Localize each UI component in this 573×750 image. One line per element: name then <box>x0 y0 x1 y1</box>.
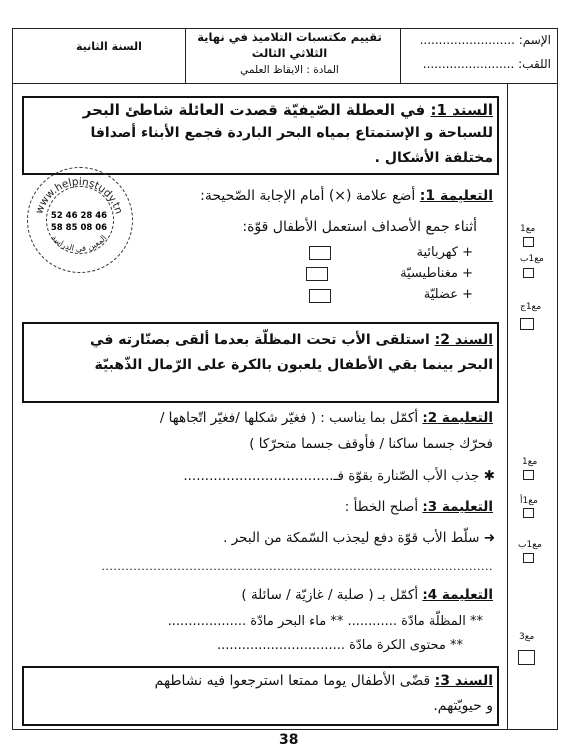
exam-title-2: الثلاثي الثالث <box>251 46 328 60</box>
task2-line1-text: أكمّل بما يناسب : ( فغيّر شكلها /فغيّر اتّجاهها / <box>159 410 419 426</box>
sanad3-line1: قضّى الأطفال يوما ممتعا استرجعوا فيه نشاطهم <box>154 673 431 689</box>
stamp-site: www.helpinstudy.tn <box>33 175 125 216</box>
sanad3-label: السند 3: <box>434 673 493 689</box>
task3-instruction-text: أصلح الخطأ : <box>344 499 419 515</box>
criteria-label-3: مع3 <box>519 632 535 642</box>
sanad2-text-1 <box>90 332 493 348</box>
task3-answer-line[interactable]: .................................................................................................. <box>101 560 493 573</box>
criteria-label-1c: مع1ج <box>520 302 542 312</box>
criteria-column-divider <box>507 84 508 730</box>
bullet-icon: + <box>462 245 473 260</box>
criteria-box-1a[interactable] <box>523 237 534 247</box>
stamp-motto: المعين في الدراسة <box>49 233 109 254</box>
task4-line2[interactable]: ** محتوى الكرة مادّة ............................... <box>216 638 463 653</box>
task2-answer-text[interactable]: جذب الأب الصّنارة بقوّة فـ................................... <box>183 468 480 484</box>
task1-instruction-text: أضع علامة (×) أمام الإجابة الصّحيحة: <box>200 188 416 204</box>
sanad2-line2: البحر بينما بقي الأطفال يلعبون بالكرة على الرّمال الذّهبيّة <box>94 357 493 373</box>
task3-instruction <box>345 499 493 515</box>
criteria-box-1c[interactable] <box>520 318 534 330</box>
criteria-box-2a[interactable] <box>523 470 534 480</box>
sanad3-text-1 <box>155 673 493 689</box>
sanad3-line2: و حيويّتهم. <box>433 698 493 714</box>
page-number: 38 <box>279 732 299 748</box>
sanad2-line1: استلقى الأب تحت المظلّة بعدما ألقى بصنّارته في <box>90 332 430 348</box>
exam-title-1: تقييم مكتسبات التلاميذ في نهاية <box>197 30 382 44</box>
watermark-stamp-text <box>27 167 131 271</box>
star-bullet-icon: ✱ <box>483 468 495 484</box>
task1-question: أثناء جمع الأصداف استعمل الأطفال قوّة: <box>242 219 477 235</box>
sanad1-line3: مختلفة الأشكال . <box>374 150 493 166</box>
criteria-box-1b[interactable] <box>523 268 534 278</box>
subject-label: المادة : الايقاظ العلمي <box>240 64 339 76</box>
task1-option-1 <box>417 245 474 260</box>
task1-option-2 <box>400 266 473 281</box>
task1-option-3 <box>424 287 473 302</box>
task3-label: التعليمة 3: <box>422 499 493 515</box>
name-field: الإسم: ......................... <box>419 33 551 47</box>
header-divider-left <box>185 28 186 84</box>
task2-answer <box>183 468 495 484</box>
task2-line2: فحرّك جسما ساكنا / فأوقف جسما متحرّكا ) <box>249 436 493 452</box>
bullet-icon: + <box>462 287 473 302</box>
option-magnetic-label: مغناطيسيّة <box>400 266 458 281</box>
task2-label: التعليمة 2: <box>422 410 493 426</box>
criteria-box-3[interactable] <box>518 650 535 665</box>
option-muscular-checkbox[interactable] <box>309 289 331 303</box>
svg-text:www.helpinstudy.tn <box>33 176 125 216</box>
task2-line1 <box>160 410 493 426</box>
option-electric-checkbox[interactable] <box>309 246 331 260</box>
criteria-box-2b[interactable] <box>523 508 534 518</box>
task3-sentence-text: سلّط الأب قوّة دفع ليجذب السّمكة من البحر . <box>223 530 480 546</box>
option-magnetic-checkbox[interactable] <box>306 267 328 281</box>
sanad1-line1: في العطلة الصّيفيّة قصدت العائلة شاطئ البحر <box>82 101 426 119</box>
sanad1-line2: للسباحة و الإستمتاع بمياه البحر الباردة فجمع الأبناء أصدافا <box>90 125 493 141</box>
stamp-phone-1: 52 46 28 46 <box>50 211 108 221</box>
sanad2-label: السند 2: <box>434 332 493 348</box>
grade-label: السنة الثانية <box>76 40 142 53</box>
task1-instruction <box>200 188 493 204</box>
criteria-label-1b: مع1ب <box>520 254 544 264</box>
header-divider-right <box>400 28 401 84</box>
sanad1-text-1 <box>83 101 493 119</box>
task4-instruction <box>241 587 493 603</box>
option-electric-label: كهربائية <box>416 245 458 260</box>
criteria-box-2c[interactable] <box>523 553 534 563</box>
stamp-phone-2: 58 85 08 06 <box>50 223 108 233</box>
option-muscular-label: عضليّة <box>423 287 458 302</box>
criteria-label-2b: مع1أ <box>520 496 538 506</box>
task4-instruction-text: أكمّل بـ ( صلبة / غازيّة / سائلة ) <box>241 587 419 603</box>
bullet-icon: + <box>462 266 473 281</box>
task3-sentence <box>223 530 495 546</box>
criteria-label-2a: مع1 <box>522 457 538 467</box>
criteria-label-1a: مع1 <box>520 224 536 234</box>
surname-field: اللقب: ........................ <box>422 57 551 71</box>
criteria-label-2c: مع1ب <box>518 540 542 550</box>
task4-label: التعليمة 4: <box>422 587 493 603</box>
task1-label: التعليمة 1: <box>419 188 493 204</box>
arrow-bullet-icon: ➜ <box>483 530 495 546</box>
sanad1-label: السند 1: <box>430 101 493 119</box>
task4-line1[interactable]: ** المظلّة مادّة ............ ** ماء البحر مادّة ................... <box>167 614 483 629</box>
svg-text:المعين في الدراسة <box>50 233 109 253</box>
